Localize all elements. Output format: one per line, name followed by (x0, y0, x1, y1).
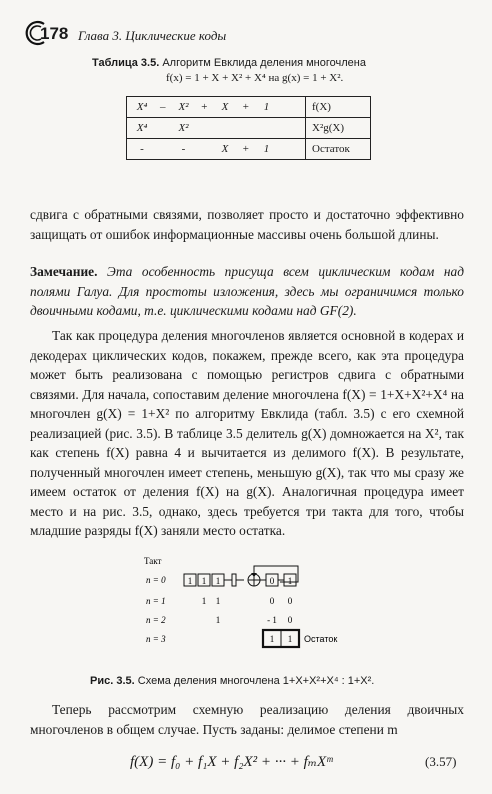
term: + (242, 143, 250, 155)
cell-value: 0 (287, 615, 293, 625)
table-cell-label: f(X) (306, 97, 371, 118)
remark-text: Эта особенность присуща всем циклическим кодам над полями Галуа. Для простоты изложения, здесь мы ограничимся только двоичными кодами, т.е. циклическими кодами над GF(2). (30, 264, 464, 318)
term: X (221, 143, 229, 155)
term: - (181, 143, 186, 155)
table-cell-label: X²g(X) (306, 118, 371, 139)
paragraph-3: Так как процедура деления многочленов является основной в кодерах и декодерах циклических кодов, покажем, прежде всего, как эта процедура может быть реализована с помощью регистров сдвига с обратными связями. Для начала, сопоставим деление многочлена f(X) = 1+X+X²+X⁴ на многочлен g(X) = 1+X² по алгоритму Евклида (табл. 3.5) с его схемной реализацией (рис. 3.5). В таблице 3.5 делитель g(X) домножается на X², так как степень f(X) равна 4 и вычитается из делимого f(X). В результате, полученный многочлен имеет степень, меньшую g(X), так что мы сразу же имеем остаток от деления f(X) на g(X). Аналогичная процедура имеет место и на рис. 3.5, однако, здесь требуется три такта для того, чтобы младшие разряды f(X) заняли место остатка. (30, 328, 464, 538)
cell-value: 1 (187, 576, 193, 586)
formula: f(X) = f₀ + f₁X + f₂X² + ··· + fₘXᵐ (130, 754, 333, 770)
table-cell-terms (127, 139, 306, 160)
term: 1 (263, 101, 270, 113)
remark-label: Замечание. (30, 264, 98, 279)
cell-value: 1 (215, 615, 221, 625)
division-table (126, 96, 371, 160)
table-row (127, 118, 371, 139)
term: X (221, 101, 229, 113)
tact-label: Такт (144, 556, 162, 566)
cell-value: 0 (287, 596, 293, 606)
equation-number: (3.57) (425, 754, 457, 769)
figure-caption-label: Рис. 3.5. (90, 675, 135, 687)
table-row (127, 139, 371, 160)
cell-value: 1 (215, 576, 221, 586)
term: – (160, 101, 166, 113)
cell-value: 1 (201, 576, 207, 586)
cell-value: 1 (287, 576, 293, 586)
paragraph-4: Теперь рассмотрим схемную реализацию деления двоичных многочленов в общем случае. Пусть заданы: делимое степени m (30, 702, 464, 737)
chapter-title: Глава 3. Циклические коды (78, 28, 227, 43)
term: X⁴ (136, 122, 148, 134)
table-cell-terms (127, 118, 306, 139)
page-number: 178 (40, 24, 69, 43)
term: 1 (263, 143, 270, 155)
row-label: n = 2 (146, 615, 166, 625)
connector (224, 574, 236, 586)
term: + (242, 101, 250, 113)
table-caption-line2: f(x) = 1 + X + X² + X⁴ на g(x) = 1 + X². (166, 72, 344, 84)
figure-caption-text: Схема деления многочлена 1+X+X²+X⁴ : 1+X². (137, 675, 375, 687)
figure-caption (90, 675, 374, 687)
table-cell-terms (127, 97, 306, 118)
paragraph-1: сдвига с обратными связями, позволяет просто и достаточно эффективно защищать от ошибок информационные массивы очень большой длины. (30, 207, 464, 242)
cell-value: 1 (201, 596, 207, 606)
row-label: n = 3 (146, 634, 166, 644)
table-cell-label: Остаток (306, 139, 371, 160)
row-label: n = 0 (146, 575, 166, 585)
term: - (140, 143, 144, 155)
shift-register-diagram (130, 556, 370, 666)
cell-value: 0 (269, 596, 275, 606)
remainder-label: Остаток (304, 634, 338, 644)
cell-value: 1 (287, 634, 293, 644)
term: X² (178, 101, 189, 113)
cell-value: 0 (269, 576, 275, 586)
table-caption-text: Алгоритм Евклида деления многочлена (162, 57, 366, 69)
term: + (200, 101, 208, 113)
row-label: n = 1 (146, 596, 166, 606)
term: X⁴ (136, 101, 148, 113)
table-caption-label: Таблица 3.5. (92, 57, 160, 69)
table-row (127, 97, 371, 118)
cell-value: 1 (215, 596, 221, 606)
table-caption (92, 57, 366, 69)
term: X² (178, 122, 189, 134)
remark (30, 262, 464, 321)
cell-value: - 1 (267, 615, 277, 625)
cell-value: 1 (269, 634, 275, 644)
